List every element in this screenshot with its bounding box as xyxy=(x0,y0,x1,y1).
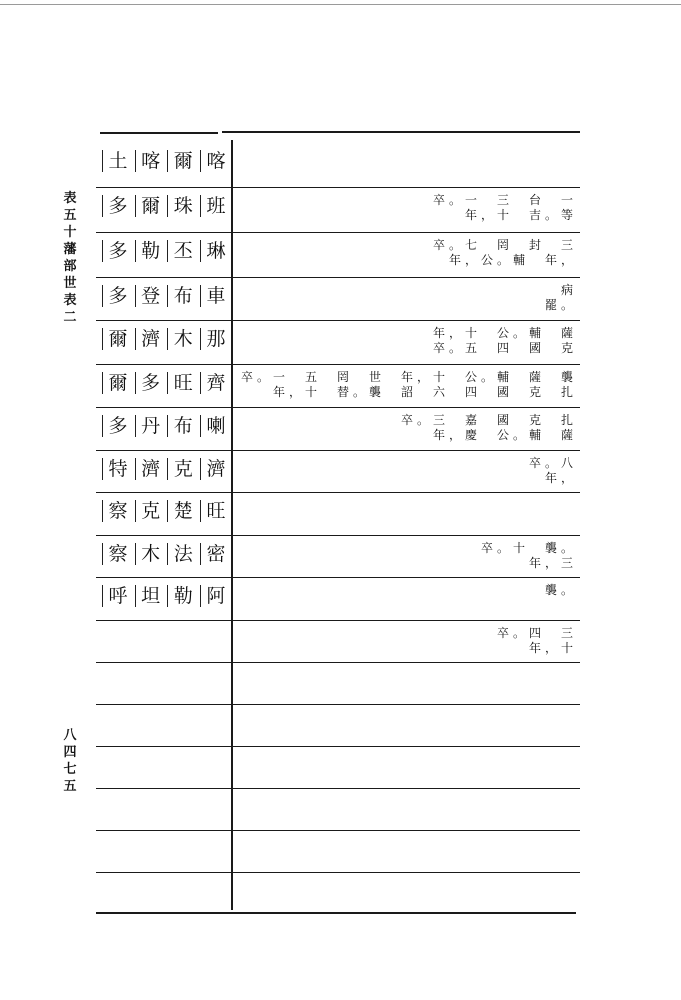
page-number: 八四七五 xyxy=(63,728,77,794)
name-char: 喇 xyxy=(200,415,228,437)
name-char: 勒 xyxy=(135,240,163,262)
note-cell: 卒。三 嘉 國 克 扎 年，慶 公。輔 薩 xyxy=(400,413,577,442)
row-rule xyxy=(96,872,580,873)
name-row xyxy=(102,140,228,182)
name-row xyxy=(102,575,228,617)
note-cell: 病 罷。 xyxy=(544,283,577,312)
name-char: 多 xyxy=(102,195,130,217)
name-char: 楚 xyxy=(167,500,195,522)
name-row xyxy=(102,275,228,317)
name-char: 土 xyxy=(102,150,130,172)
name-char: 車 xyxy=(200,285,228,307)
name-row xyxy=(102,318,228,360)
name-row xyxy=(102,362,228,404)
name-char: 爾 xyxy=(135,195,163,217)
name-char: 爾 xyxy=(102,328,130,350)
name-row xyxy=(102,448,228,490)
name-char: 琳 xyxy=(200,240,228,262)
name-char: 珠 xyxy=(167,195,195,217)
name-row xyxy=(102,490,228,532)
table-top-rule xyxy=(222,131,580,133)
name-row xyxy=(102,185,228,227)
margin-title: 表五十 藩部世表二 xyxy=(63,191,77,325)
note-cell: 卒。七 罔 封 三 年，公。輔 年， xyxy=(432,238,577,267)
name-char: 布 xyxy=(167,415,195,437)
name-char: 丹 xyxy=(135,415,163,437)
name-char: 法 xyxy=(167,543,195,565)
page-top-border xyxy=(0,4,681,5)
name-char: 喀 xyxy=(135,150,163,172)
name-char: 察 xyxy=(102,500,130,522)
name-char: 坦 xyxy=(135,585,163,607)
note-cell: 卒。四 三 年，十 xyxy=(496,626,577,655)
name-row xyxy=(102,230,228,272)
name-char: 那 xyxy=(200,328,228,350)
column-divider xyxy=(231,140,233,910)
name-char: 濟 xyxy=(135,328,163,350)
name-char: 爾 xyxy=(102,372,130,394)
name-char: 克 xyxy=(167,458,195,480)
row-rule xyxy=(96,620,580,621)
name-char: 班 xyxy=(200,195,228,217)
name-char: 濟 xyxy=(200,458,228,480)
name-char: 丕 xyxy=(167,240,195,262)
name-char: 登 xyxy=(135,285,163,307)
name-char: 密 xyxy=(200,543,228,565)
name-char: 察 xyxy=(102,543,130,565)
name-char: 旺 xyxy=(167,372,195,394)
row-rule xyxy=(96,746,580,747)
name-char: 特 xyxy=(102,458,130,480)
name-char: 勒 xyxy=(167,585,195,607)
name-char: 克 xyxy=(135,500,163,522)
name-row xyxy=(102,405,228,447)
name-char: 旺 xyxy=(200,500,228,522)
note-cell: 年，十 公。輔 薩 卒。五 四 國 克 xyxy=(432,326,577,355)
note-cell: 卒。一 三 台 一 年，十 吉。等 xyxy=(432,193,577,222)
name-char: 布 xyxy=(167,285,195,307)
name-char: 齊 xyxy=(200,372,228,394)
name-char: 多 xyxy=(102,285,130,307)
name-char: 呼 xyxy=(102,585,130,607)
name-row xyxy=(102,533,228,575)
table-top-rule xyxy=(100,132,218,134)
name-char: 多 xyxy=(102,415,130,437)
name-char: 爾 xyxy=(167,150,195,172)
name-char: 濟 xyxy=(135,458,163,480)
note-cell: 卒。一 五 罔 世 年，十 公。輔 薩 襲 年，十 替。襲 詔 六 四 國 克 扎 xyxy=(240,370,577,399)
row-rule xyxy=(96,662,580,663)
row-rule xyxy=(96,830,580,831)
name-char: 喀 xyxy=(200,150,228,172)
name-char: 木 xyxy=(167,328,195,350)
name-char: 多 xyxy=(135,372,163,394)
name-char: 阿 xyxy=(200,585,228,607)
row-rule xyxy=(96,788,580,789)
note-cell: 卒。八 年， xyxy=(528,456,577,485)
table-bottom-rule xyxy=(96,912,576,914)
name-char: 木 xyxy=(135,543,163,565)
note-cell: 卒。十 襲。 年，三 xyxy=(480,541,577,570)
name-char: 多 xyxy=(102,240,130,262)
note-cell: 襲。 xyxy=(544,583,577,597)
row-rule xyxy=(96,704,580,705)
